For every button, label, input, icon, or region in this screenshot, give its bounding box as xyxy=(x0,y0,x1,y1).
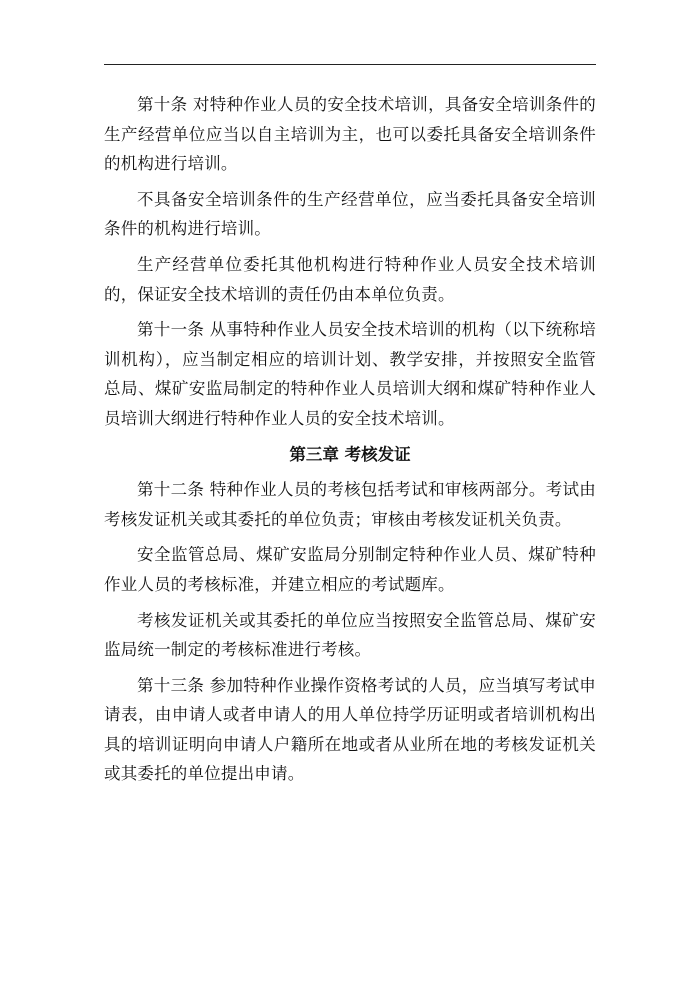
paragraph-article-10-clause-3: 生产经营单位委托其他机构进行特种作业人员安全技术培训的，保证安全技术培训的责任仍由本单位负责。 xyxy=(104,254,596,304)
paragraph-article-10: 第十条 对特种作业人员的安全技术培训，具备安全培训条件的生产经营单位应当以自主培训为主，也可以委托具备安全培训条件的机构进行培训。 xyxy=(104,95,596,174)
paragraph-article-11: 第十一条 从事特种作业人员安全技术培训的机构（以下统称培训机构），应当制定相应的培训计划、教学安排，并按照安全监管总局、煤矿安监局制定的特种作业人员培训大纲和煤矿特种作业人员培训大纲进行特种作业人员的安全技术培训。 xyxy=(104,320,596,428)
paragraph-article-12-clause-3: 考核发证机关或其委托的单位应当按照安全监管总局、煤矿安监局统一制定的考核标准进行考核。 xyxy=(104,610,596,660)
header-rule xyxy=(104,64,596,65)
paragraph-article-12-clause-2: 安全监管总局、煤矿安监局分别制定特种作业人员、煤矿特种作业人员的考核标准，并建立相应的考试题库。 xyxy=(104,545,596,594)
document-body xyxy=(104,90,596,795)
paragraph-article-13: 第十三条 参加特种作业操作资格考试的人员，应当填写考试申请表，由申请人或者申请人的用人单位持学历证明或者培训机构出具的培训证明向申请人户籍所在地或者从业所在地的考核发证机关或其委托的单位提出申请。 xyxy=(104,675,596,784)
chapter-heading: 第三章 考核发证 xyxy=(289,444,411,464)
paragraph-article-12: 第十二条 特种作业人员的考核包括考试和审核两部分。考试由考核发证机关或其委托的单位负责；审核由考核发证机关负责。 xyxy=(104,480,596,529)
paragraph-article-10-clause-2: 不具备安全培训条件的生产经营单位，应当委托具备安全培训条件的机构进行培训。 xyxy=(104,189,596,239)
